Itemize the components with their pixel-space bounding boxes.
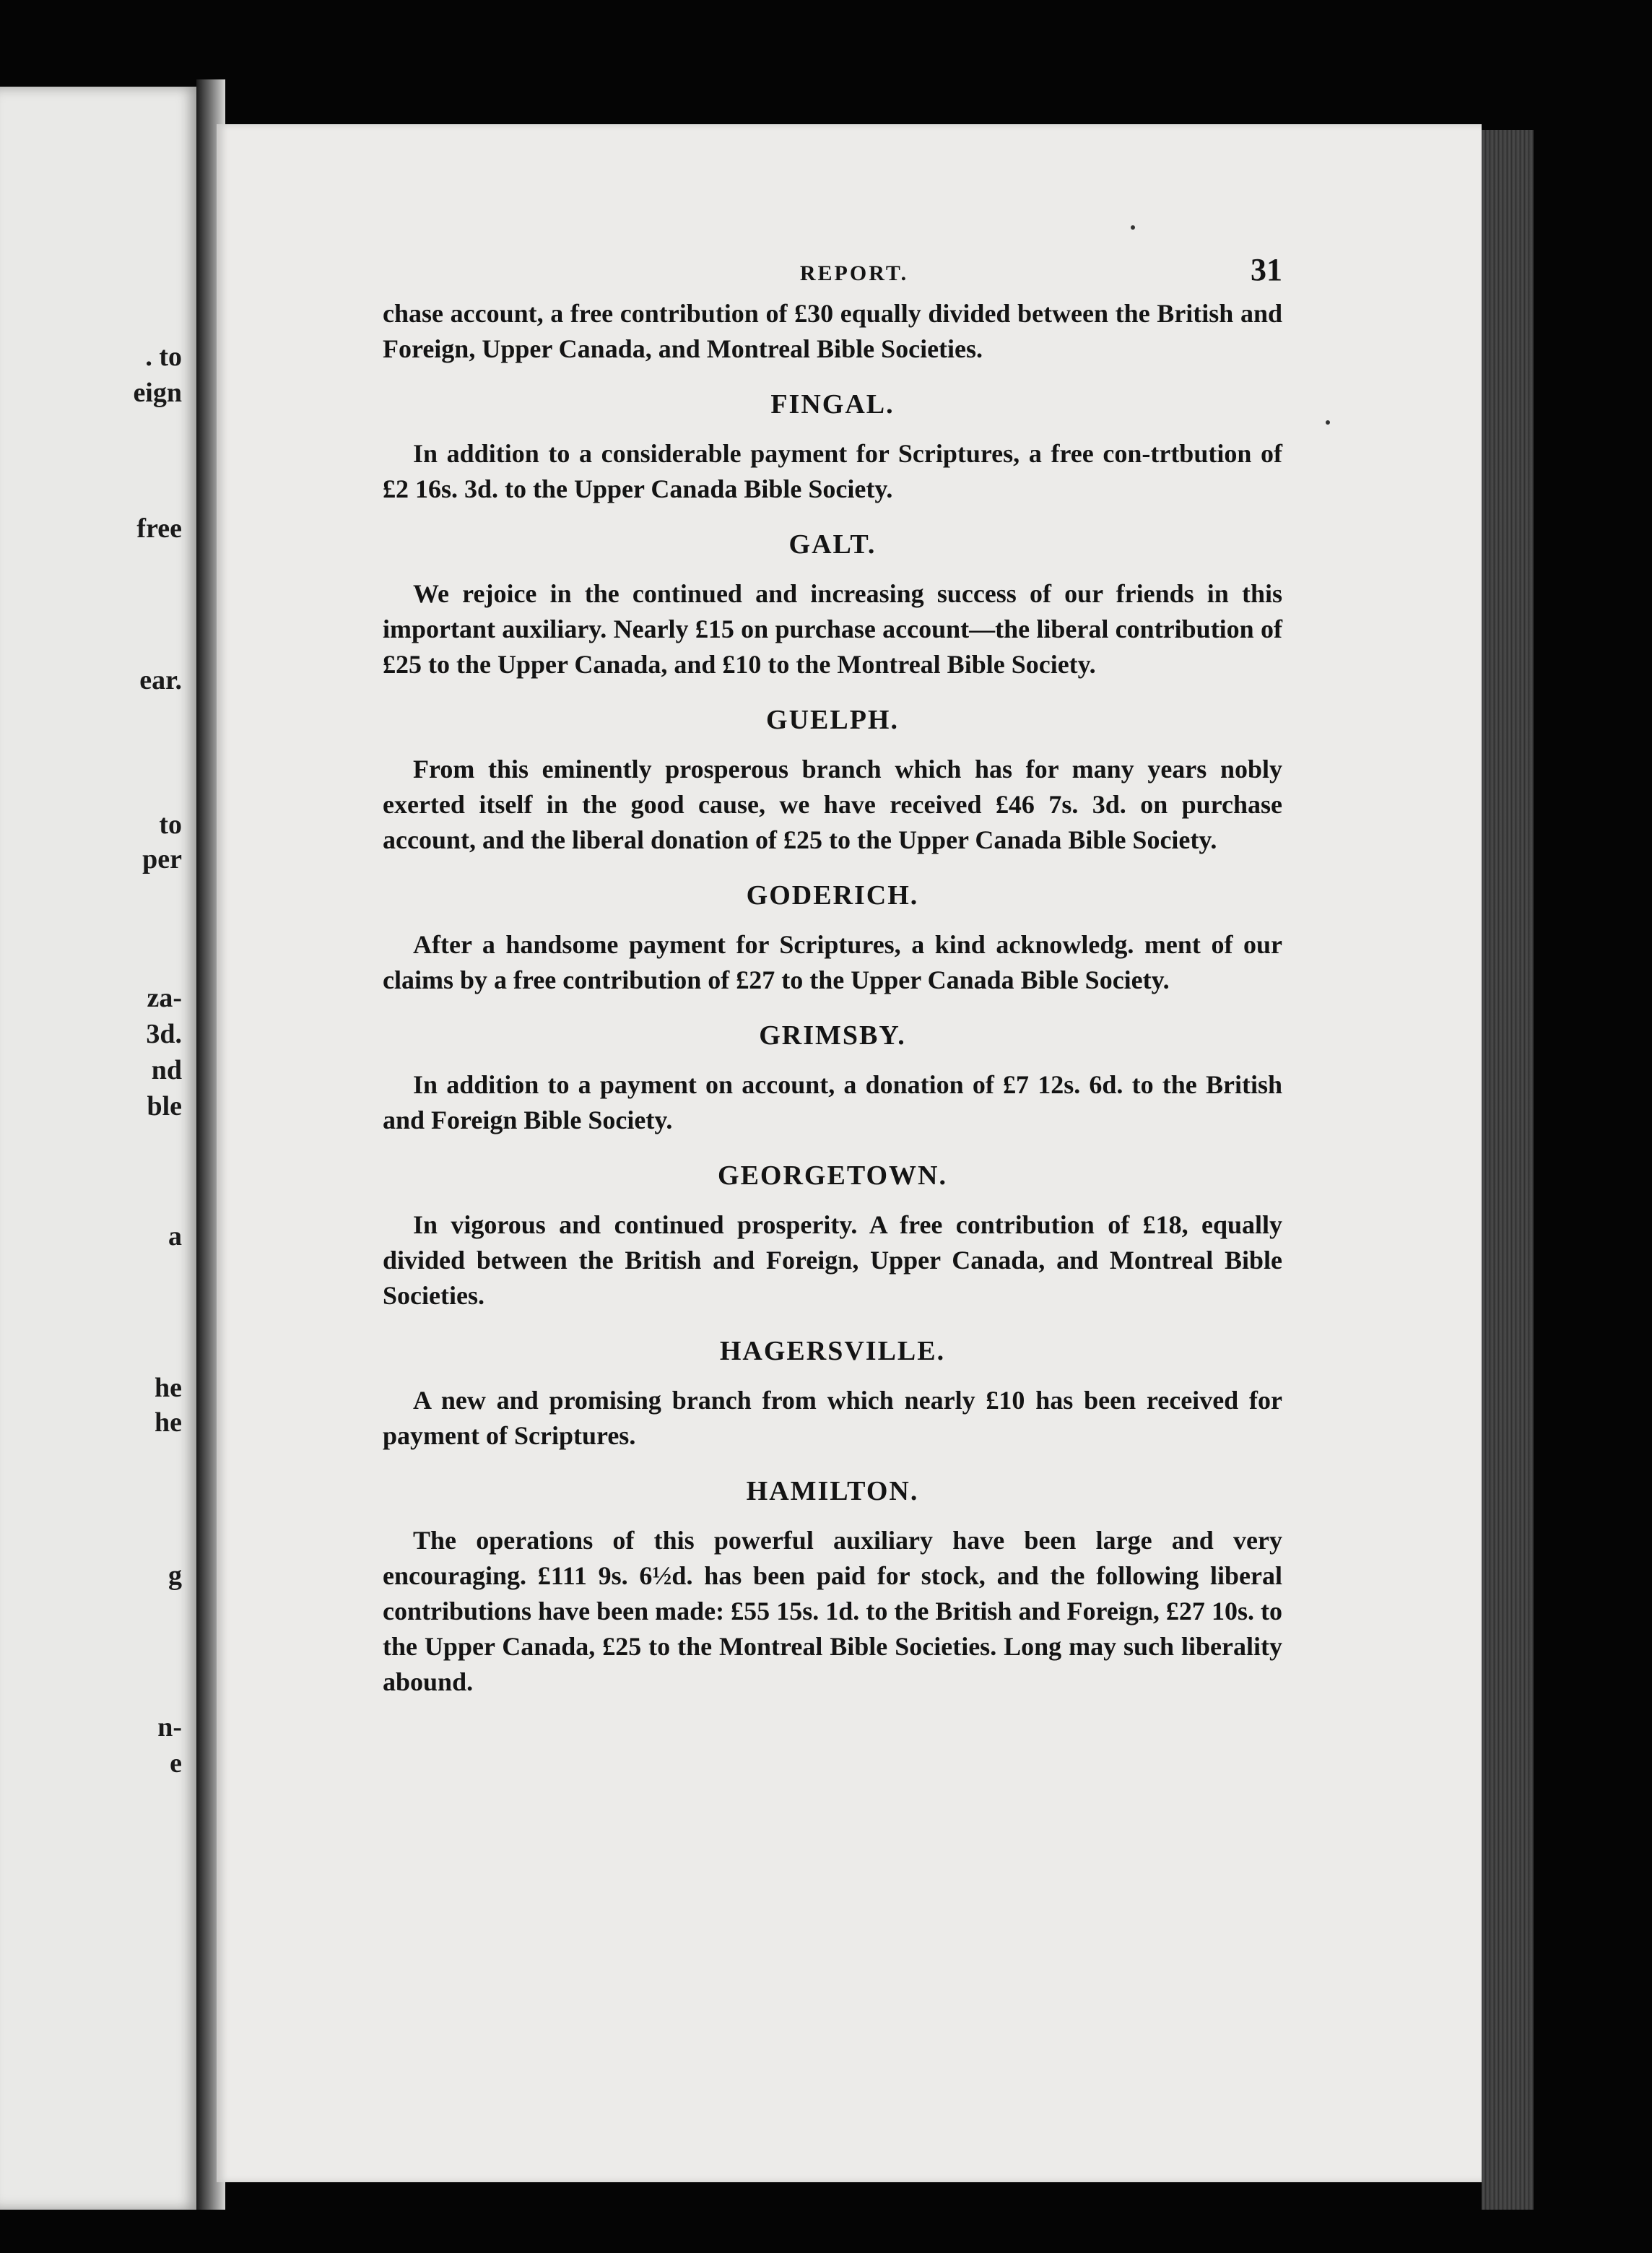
continuation-paragraph: chase account, a free contribution of £30 equally divided between the British and Foreign, Upper Canada, and Montreal Bible Societies. (383, 299, 1282, 363)
left-fragment: nd (151, 1055, 182, 1085)
page-content (383, 246, 1282, 1700)
running-title: REPORT. (799, 261, 909, 285)
section-text-georgetown: In vigorous and continued prosperity. A free contribution of £18, equally divided between the British and Foreign, Upper Canada, and Montreal Bible Societies. (383, 1210, 1282, 1310)
left-fragment: he (155, 1373, 182, 1403)
section-title-guelph: GUELPH. (766, 705, 899, 735)
ink-speck (1131, 225, 1135, 230)
left-fragment: he (155, 1407, 182, 1438)
section-text-galt: We rejoice in the continued and increasing success of our friends in this important auxiliary. Nearly £15 on purchase account—the liberal contribution of £25 to the Upper Canada, and £10 to the Montreal Bible Society. (383, 579, 1282, 679)
left-fragment: 3d. (146, 1019, 182, 1049)
section-title-georgetown: GEORGETOWN. (718, 1160, 947, 1191)
section-text-guelph: From this eminently prosperous branch which has for many years nobly exerted itself in the good cause, we have received £46 7s. 3d. on purchase account, and the liberal donation of £25 to the Upper Canada Bible Society. (383, 755, 1282, 854)
ink-speck (1326, 420, 1330, 425)
left-fragment: g (168, 1560, 182, 1591)
section-text-goderich: After a handsome payment for Scriptures, a kind acknowledg. ment of our claims by a free contribution of £27 to the Upper Canada Bible Society. (383, 930, 1282, 994)
section-title-hamilton: HAMILTON. (746, 1476, 919, 1506)
section-text-fingal: In addition to a considerable payment for Scriptures, a free con-trtbution of £2 16s. 3d. to the Upper Canada Bible Society. (383, 439, 1282, 503)
page-edges (1482, 130, 1534, 2210)
left-facing-page (0, 87, 201, 2210)
left-fragment: n- (157, 1712, 182, 1742)
left-fragment: e (170, 1748, 182, 1779)
left-fragment: ble (147, 1091, 182, 1121)
book-page (217, 124, 1482, 2182)
page-number: 31 (1251, 252, 1282, 287)
section-title-grimsby: GRIMSBY. (759, 1020, 906, 1051)
left-fragment: ear. (139, 665, 182, 695)
section-title-fingal: FINGAL. (770, 389, 895, 420)
left-fragment: free (136, 513, 182, 544)
section-title-hagersville: HAGERSVILLE. (719, 1336, 946, 1366)
left-fragment: to (159, 809, 182, 840)
section-text-grimsby: In addition to a payment on account, a donation of £7 12s. 6d. to the British and Foreign Bible Society. (383, 1070, 1282, 1134)
section-text-hagersville: A new and promising branch from which nearly £10 has been received for payment of Scriptures. (383, 1386, 1282, 1450)
left-fragment: a (168, 1221, 182, 1251)
left-fragment: za- (147, 983, 182, 1013)
section-title-goderich: GODERICH. (746, 880, 919, 911)
left-fragment: per (142, 844, 182, 874)
running-head (383, 246, 1282, 296)
left-fragment: . to (145, 342, 182, 372)
left-fragment: eign (133, 378, 182, 408)
section-text-hamilton: The operations of this powerful auxiliary have been large and very encouraging. £111 9s. 6½d. has been paid for stock, and the following liberal contributions have been made: £55 15s. 1d. to the British and Foreign, £27 10s. to the Upper Canada, £25 to the Montreal Bible Societies. Long may such liberality abound. (383, 1526, 1282, 1696)
section-title-galt: GALT. (788, 529, 877, 560)
